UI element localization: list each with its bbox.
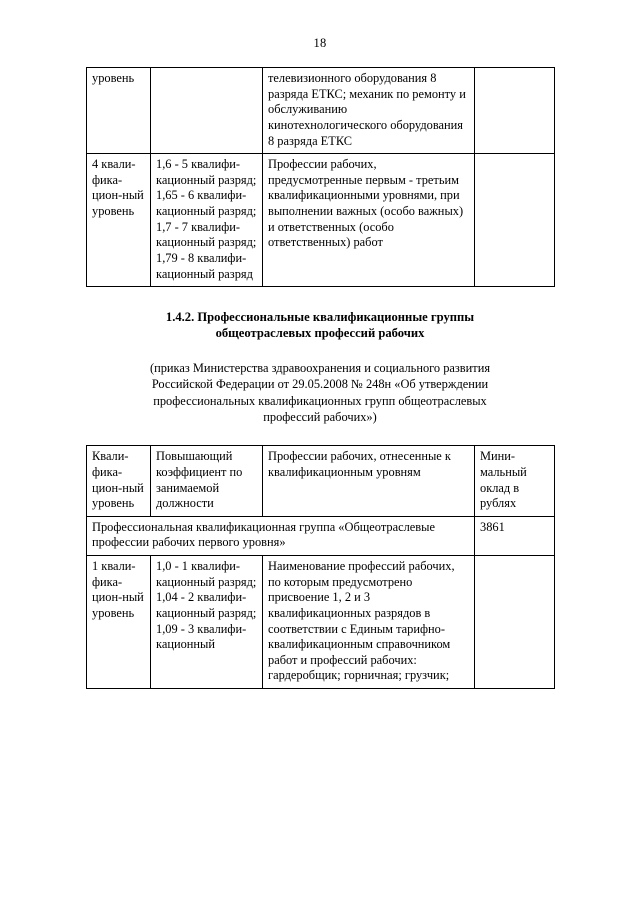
- table-group-row: [87, 516, 555, 555]
- table-row: [87, 154, 555, 287]
- header-professions: Профессии рабочих, отнесенные к квалификационным уровням: [263, 446, 475, 517]
- section-note-line-2: Российской Федерации от 29.05.2008 № 248н «Об утверждении: [151, 377, 489, 392]
- page-number: 18: [313, 36, 327, 50]
- header-minimum-salary: Мини-мальный оклад в рублях: [475, 446, 555, 517]
- section-note-line-3: профессиональных квалификационных групп общеотраслевых: [153, 393, 487, 408]
- header-coefficient: Повышающий коэффициент по занимаемой должности: [151, 446, 263, 517]
- section-heading-line-2: общеотраслевых профессий рабочих: [215, 326, 425, 341]
- header-qualification-level: Квали-фика-цион-ный уровень: [87, 446, 151, 517]
- general-professions-table: [86, 445, 555, 689]
- section-heading: [86, 309, 554, 342]
- cell-coefficient: 1,0 - 1 квалифи-кационный разряд; 1,04 - 2 квалифи-кационный разряд; 1,09 - 3 квалифи-кационный: [151, 556, 263, 689]
- section-note-line-1: (приказ Министерства здравоохранения и социального развития: [149, 360, 491, 375]
- cell-level-name: 4 квали-фика-цион-ный уровень: [87, 154, 151, 287]
- table-row: [87, 556, 555, 689]
- section-note: [86, 360, 554, 426]
- table-header-row: [87, 446, 555, 517]
- cell-salary: [475, 154, 555, 287]
- section-heading-line-1: 1.4.2. Профессиональные квалификационные группы: [165, 310, 475, 325]
- cell-level-name: уровень: [87, 68, 151, 154]
- section-note-line-4: профессий рабочих»): [263, 409, 377, 424]
- cell-coefficient: [151, 68, 263, 154]
- cell-professions: Наименование профессий рабочих, по которым предусмотрено присвоение 1, 2 и 3 квалификационных разрядов в соответствии с Единым тарифно-квалификационным справочником работ и профессий рабочих: гардеробщик; горничная; грузчик;: [263, 556, 475, 689]
- cell-salary: [475, 68, 555, 154]
- cell-salary: [475, 556, 555, 689]
- cell-professions: телевизионного оборудования 8 разряда ЕТКС; механик по ремонту и обслуживанию кинотехнологического оборудования 8 разряда ЕТКС: [263, 68, 475, 154]
- cell-group-title: Профессиональная квалификационная группа «Общеотраслевые профессии рабочих первого уровня»: [87, 516, 475, 555]
- cell-professions: Профессии рабочих, предусмотренные первым - третьим квалификационными уровнями, при выполнении важных (особо важных) и ответственных (особо ответственных) работ: [263, 154, 475, 287]
- cell-group-salary: 3861: [475, 516, 555, 555]
- cell-level-name: 1 квали-фика-цион-ный уровень: [87, 556, 151, 689]
- qualification-levels-table-continued: [86, 67, 555, 287]
- table-row: [87, 68, 555, 154]
- cell-coefficient: 1,6 - 5 квалифи-кационный разряд; 1,65 - 6 квалифи-кационный разряд; 1,7 - 7 квалифи-кационный разряд; 1,79 - 8 квалифи-кационный разряд: [151, 154, 263, 287]
